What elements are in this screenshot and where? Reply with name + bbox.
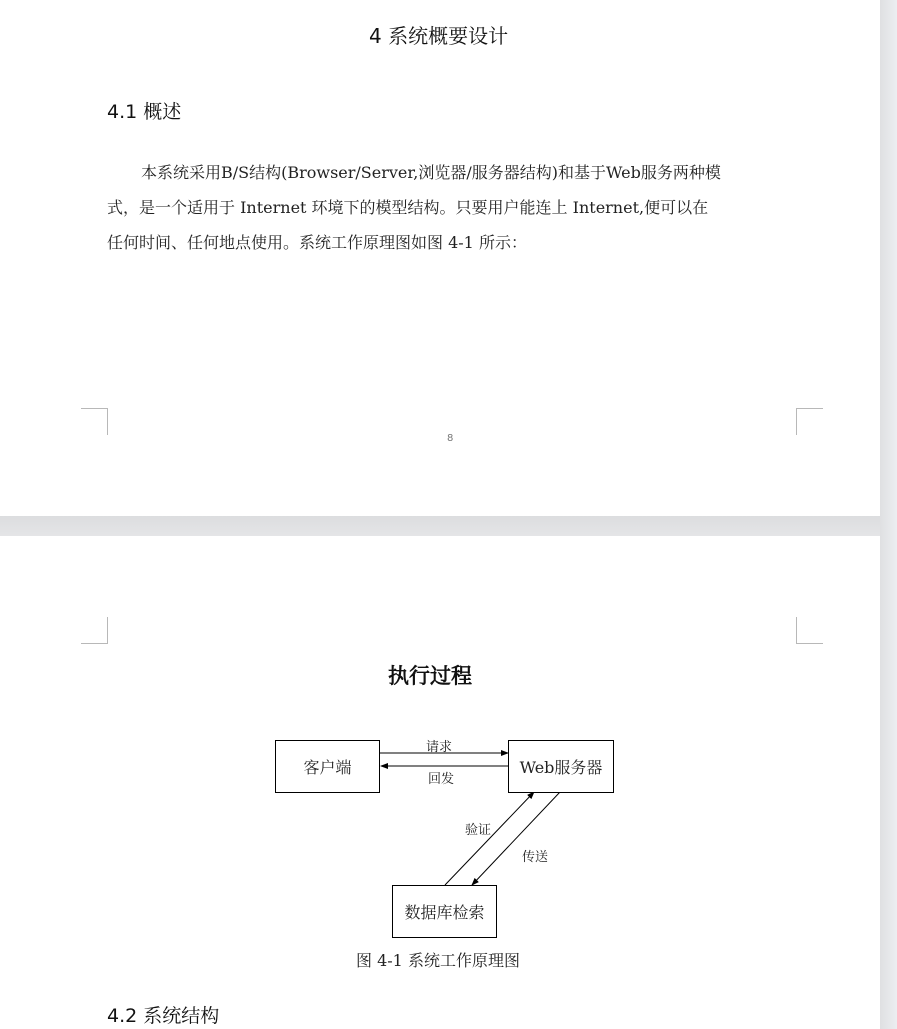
margin-corner-mark — [796, 408, 823, 435]
database-node: 数据库检索 — [392, 885, 497, 938]
section-heading-4-1: 4.1 概述 — [107, 101, 182, 123]
reply-label: 回发 — [428, 772, 455, 787]
overview-paragraph — [107, 155, 797, 260]
paragraph-line: 任何时间、任何地点使用。系统工作原理图如图 4-1 所示： — [107, 233, 527, 252]
transfer-label: 传送 — [522, 850, 549, 865]
page-number: 8 — [447, 433, 454, 444]
web-server-node: Web服务器 — [508, 740, 614, 793]
client-node: 客户端 — [275, 740, 380, 793]
figure-caption: 图 4-1 系统工作原理图 — [356, 951, 520, 970]
chapter-title: 4 系统概要设计 — [369, 24, 509, 48]
paragraph-line: 式，是一个适用于 Internet 环境下的模型结构。只要用户能连上 Internet,便可以在 — [107, 198, 709, 217]
document-page-1 — [0, 0, 880, 516]
document-page-2 — [0, 536, 880, 1029]
margin-corner-mark — [81, 408, 108, 435]
figure-title: 执行过程 — [388, 663, 472, 688]
request-label: 请求 — [426, 740, 453, 755]
verify-label: 验证 — [465, 823, 492, 838]
section-heading-4-2: 4.2 系统结构 — [107, 1005, 220, 1027]
scrollbar-track[interactable] — [880, 0, 897, 1029]
paragraph-line: 本系统采用B/S结构(Browser/Server,浏览器/服务器结构)和基于Web服务两种模 — [141, 163, 721, 182]
page-separator — [0, 516, 880, 536]
